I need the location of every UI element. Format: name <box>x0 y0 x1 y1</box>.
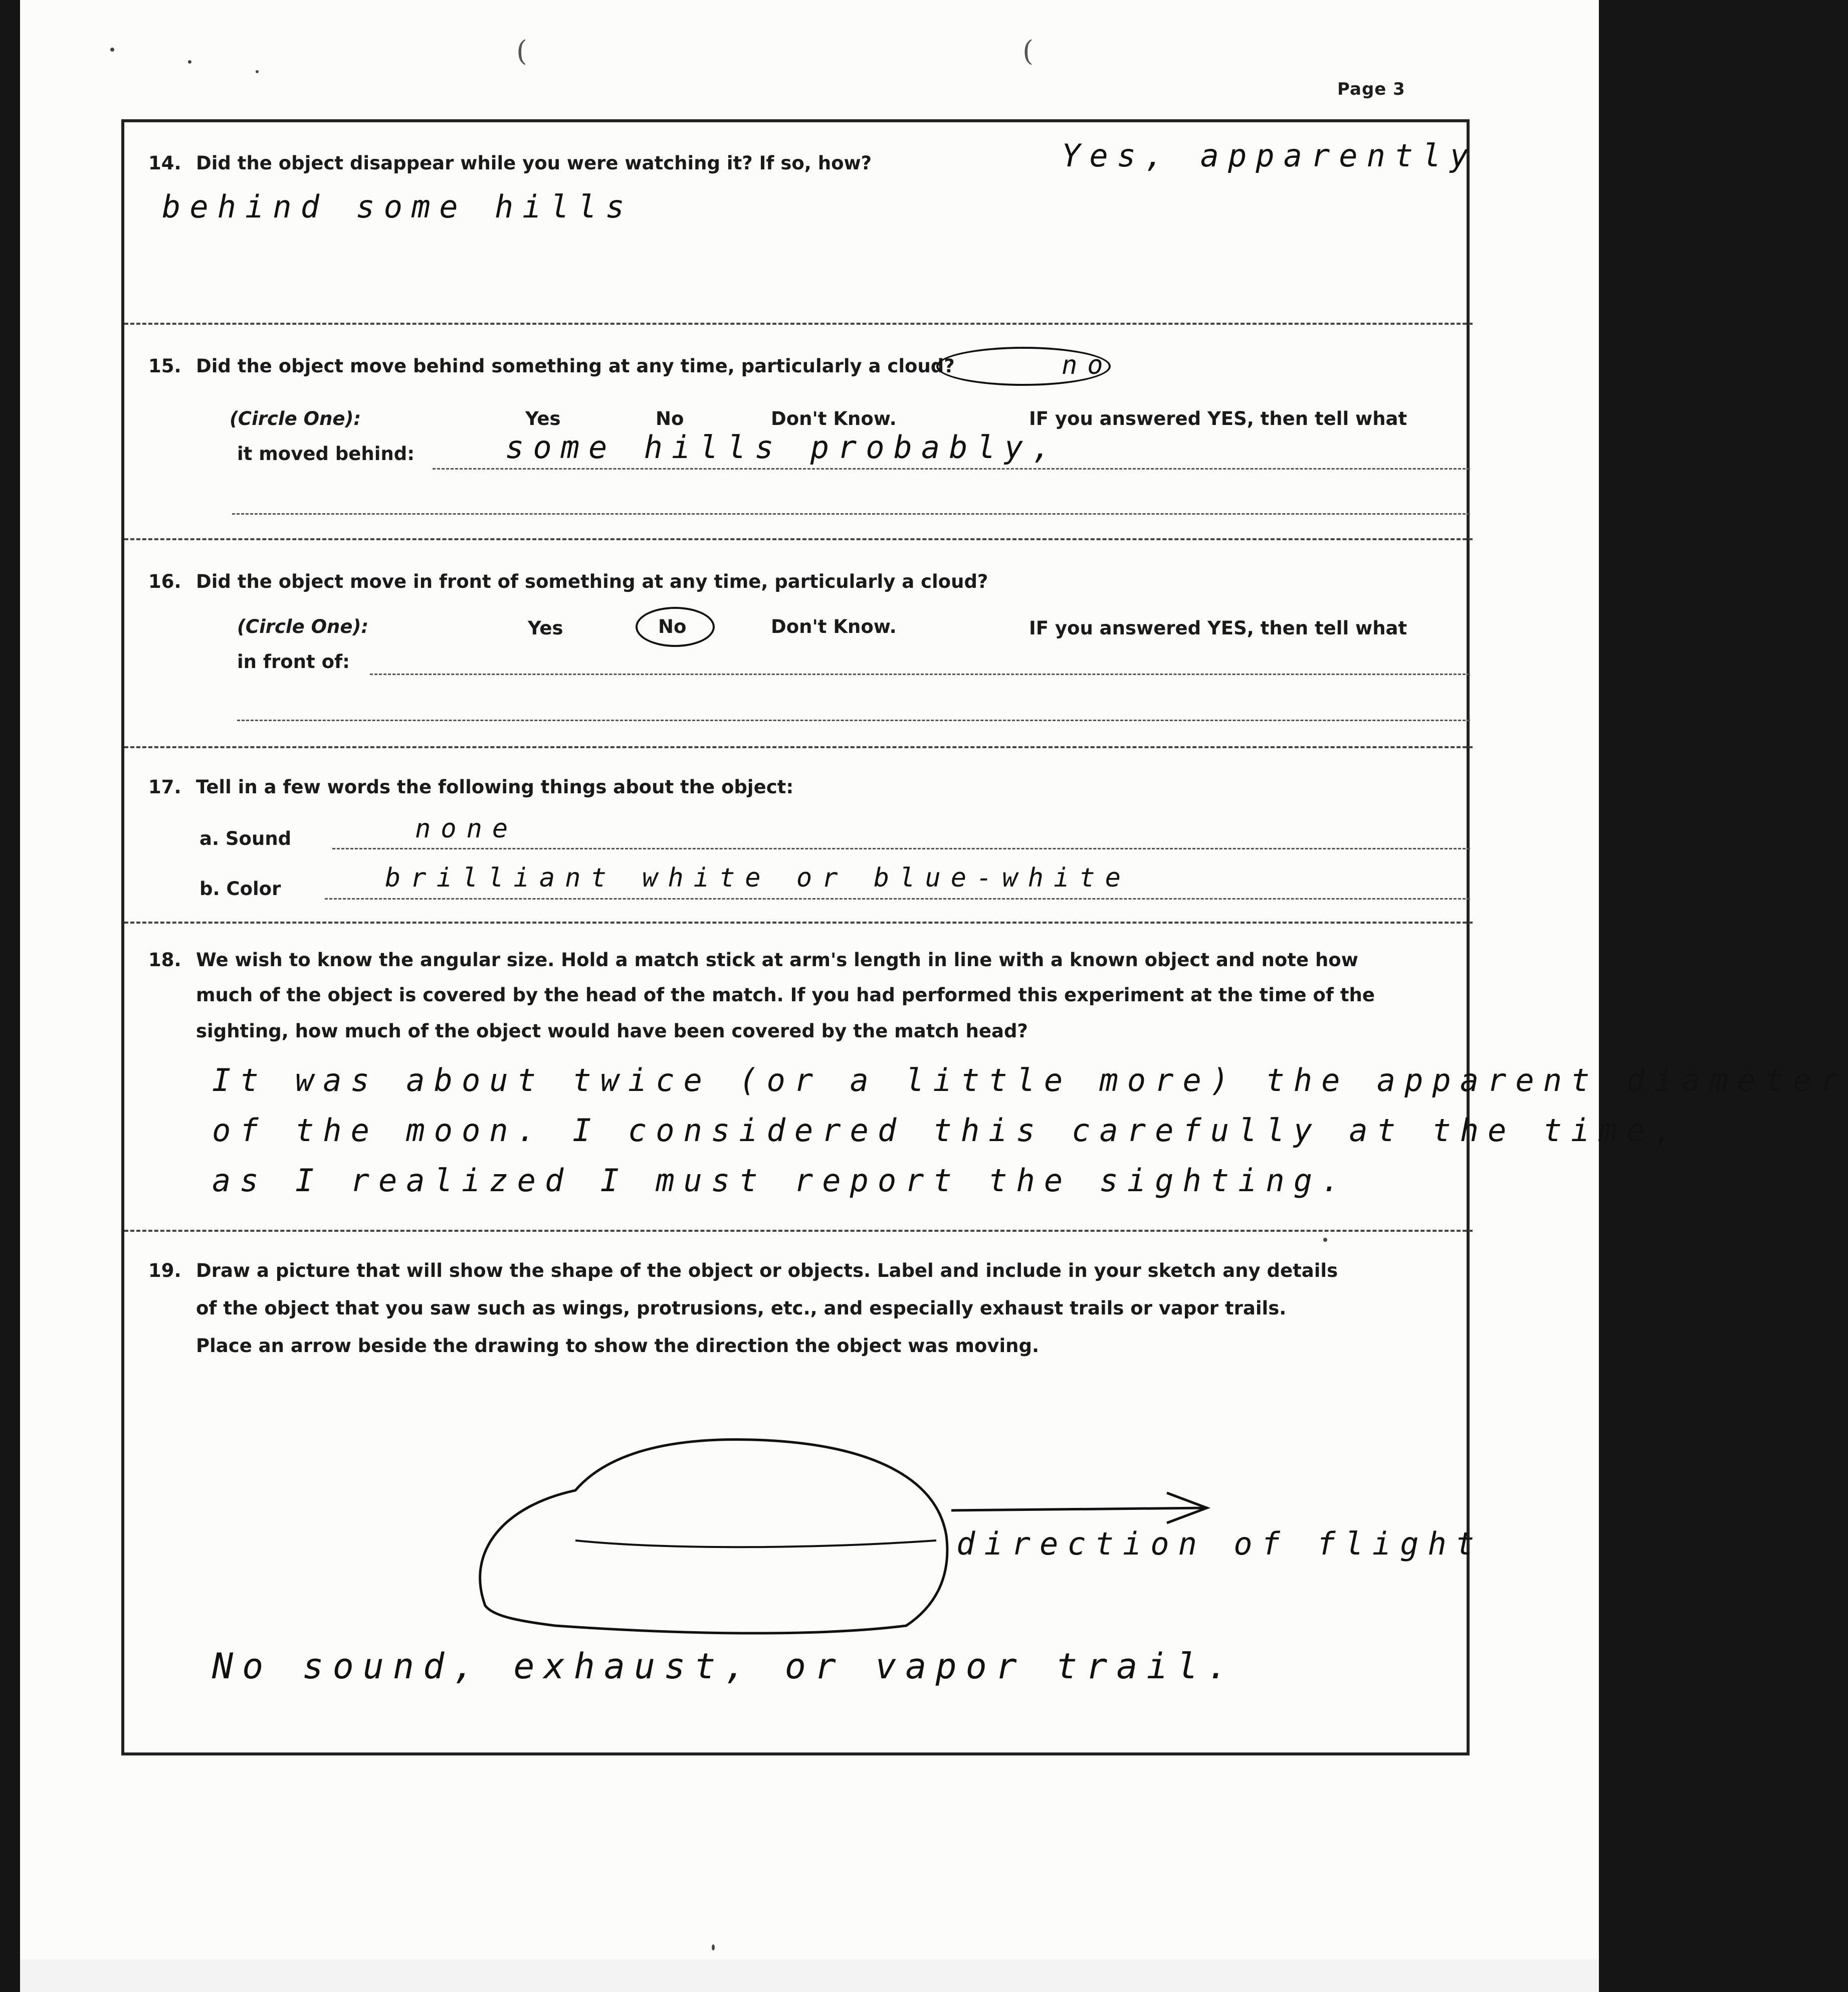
scan-edge <box>20 1959 1599 1992</box>
color-label: b. Color <box>199 878 281 900</box>
question-19-line3: Place an arrow beside the drawing to show the direction the object was moving. <box>196 1335 1040 1357</box>
scan-speck <box>256 70 259 73</box>
answer-18-line1: It was about twice (or a little more) the apparent diameter <box>212 1062 1848 1098</box>
option-dont-know: Don't Know. <box>771 408 897 429</box>
color-answer: brilliant white or blue-white <box>385 863 1131 893</box>
direction-label: direction of flight <box>956 1525 1484 1562</box>
object-sketch <box>124 122 1473 1758</box>
blank-label: in front of: <box>237 651 350 673</box>
option-no: No <box>658 616 687 637</box>
form-sheet <box>20 0 1848 1992</box>
direction-arrow-shaft <box>951 1508 1207 1510</box>
option-no: No <box>656 408 684 429</box>
option-dont-know: Don't Know. <box>771 616 897 637</box>
answer-14-line1: Yes, apparently <box>1062 137 1478 174</box>
answer-14-line2: behind some hills <box>162 188 634 225</box>
followup-instruction: IF you answered YES, then tell what <box>1029 617 1407 639</box>
option-yes: Yes <box>528 617 563 639</box>
sound-answer: none <box>415 814 518 844</box>
scan-speck <box>188 60 191 64</box>
answer-18-line3: as I realized I must report the sighting. <box>212 1162 1349 1199</box>
followup-instruction: IF you answered YES, then tell what <box>1029 408 1407 429</box>
option-yes: Yes <box>525 408 561 429</box>
object-rim-line <box>575 1540 936 1547</box>
question-19-line2: of the object that you saw such as wings, protrusions, etc., and especially exhaust trails or vapor trails. <box>196 1297 1287 1319</box>
blank-label: it moved behind: <box>237 443 415 465</box>
question-18-line2: much of the object is covered by the head of the match. If you had performed this experiment at the time of the <box>196 984 1375 1006</box>
scan-speck <box>110 48 114 52</box>
question-19: 19. Draw a picture that will show the shape of the object or objects. Label and include in your sketch any details <box>148 1260 1338 1281</box>
question-18: 18. We wish to know the angular size. Hold a match stick at arm's length in line with a known object and note how <box>148 949 1358 971</box>
page-number: Page 3 <box>1337 79 1405 99</box>
question-15: 15. Did the object move behind something at any time, particularly a cloud? <box>148 355 955 377</box>
scan-mark: ( <box>516 35 527 68</box>
sketch-note: No sound, exhaust, or vapor trail. <box>212 1646 1237 1687</box>
sound-label: a. Sound <box>199 828 292 849</box>
object-shape <box>480 1439 947 1633</box>
answer-18-line2: of the moon. I considered this carefully at the time, <box>212 1112 1682 1149</box>
question-18-line3: sighting, how much of the object would have been covered by the match head? <box>196 1020 1028 1042</box>
question-17: 17. Tell in a few words the following things about the object: <box>148 776 794 798</box>
question-14: 14. Did the object disappear while you were watching it? If so, how? <box>148 152 872 174</box>
scan-mark: ( <box>1022 35 1034 68</box>
answer-15: some hills probably, <box>505 429 1060 466</box>
circle-one-label: (Circle One): <box>230 408 361 429</box>
scan-speck <box>712 1944 715 1950</box>
circle-one-label: (Circle One): <box>237 616 369 637</box>
questionnaire-box <box>121 119 1848 1755</box>
question-16: 16. Did the object move in front of something at any time, particularly a cloud? <box>148 571 988 592</box>
answer-15-margin: no <box>1062 350 1113 380</box>
